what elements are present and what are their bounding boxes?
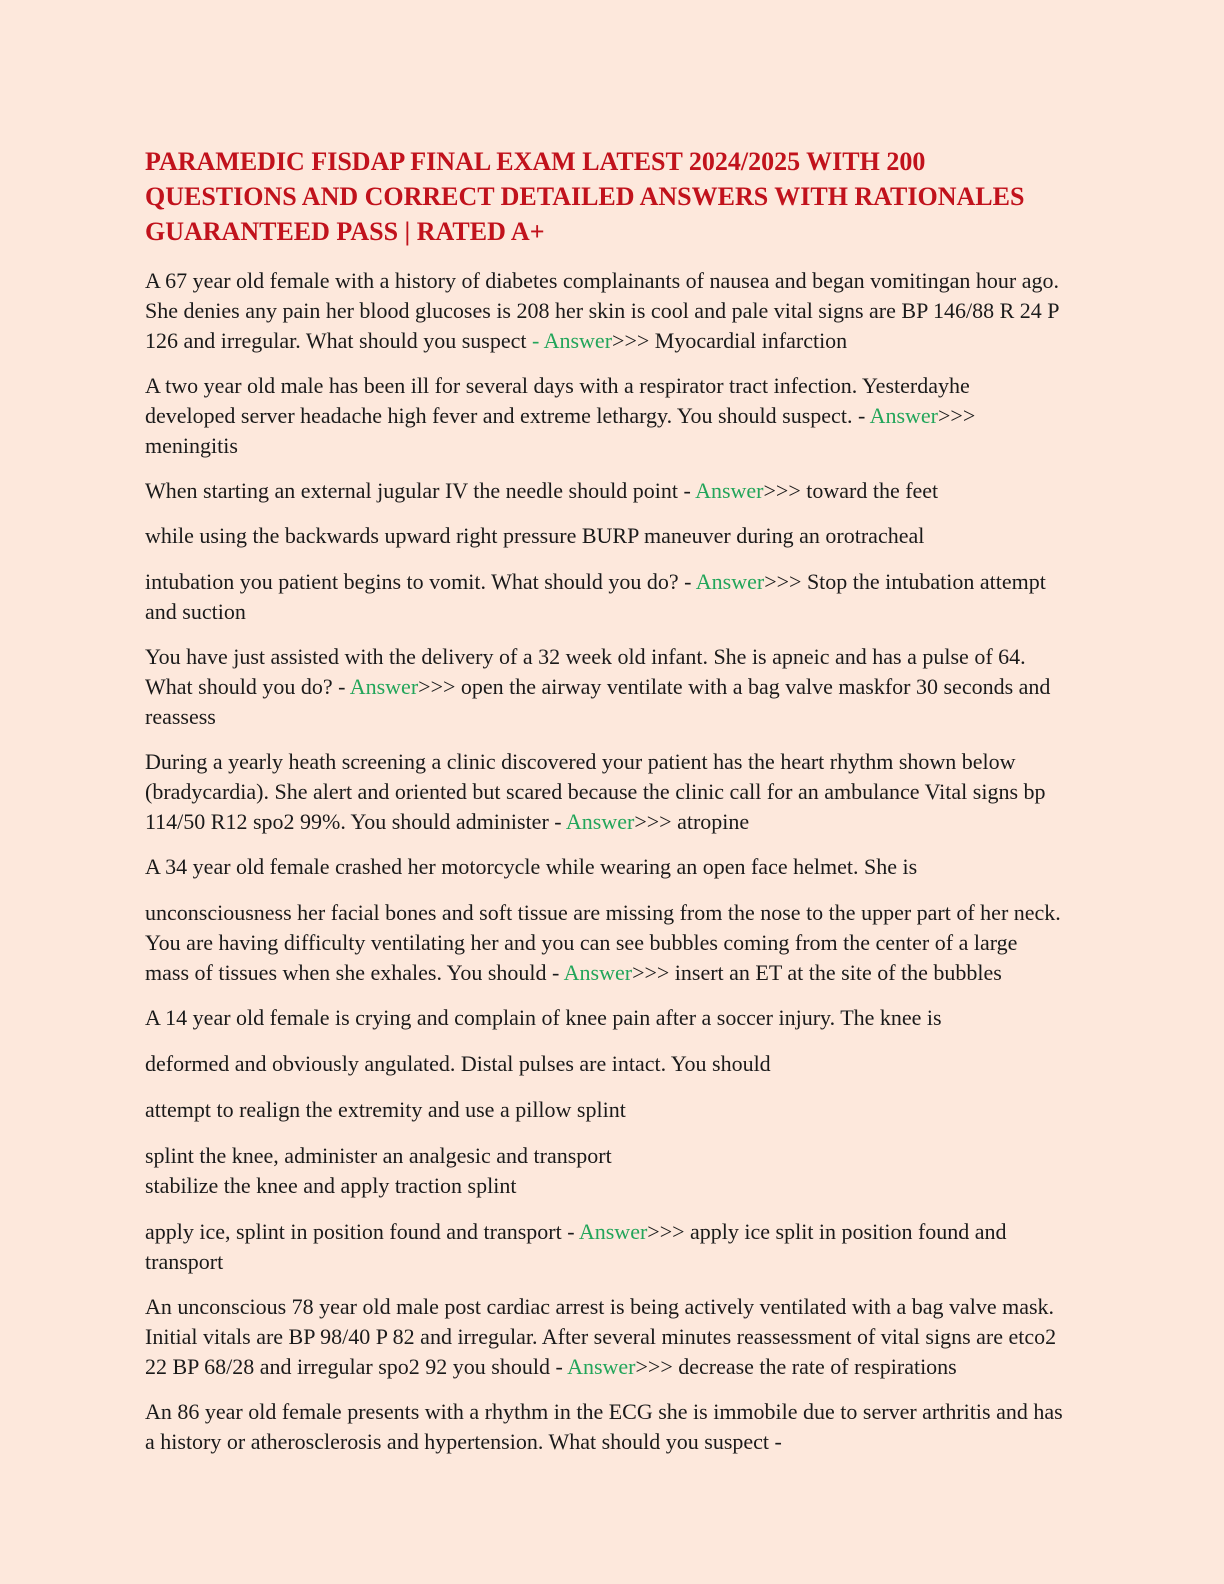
answer-label: Answer (565, 809, 635, 834)
qa-item-1 (145, 266, 1064, 356)
answer-text: >>> toward the feet (763, 478, 939, 503)
answer-text: >>> Stop the intubation attempt and suction (145, 569, 1046, 624)
document-body (145, 266, 1064, 1457)
answer-option-line: stabilize the knee and apply traction splint (145, 1173, 517, 1198)
answer-text: >>> meningitis (145, 403, 976, 458)
question-text: A 67 year old female with a history of diabetes complainants of nausea and began vomitingan hour ago. She denies any pain her blood glucoses is 208 her skin is cool and pale vital signs are BP 146/88 R 24 P 126 and irregular. What should you suspect (145, 268, 1059, 353)
question-text: An unconscious 78 year old male post cardiac arrest is being actively ventilated with a bag valve mask. Initial vitals are BP 98/40 P 82 and irregular. After several minutes reassessment of vital signs are etco2 22 BP 68/28 and irregular spo2 92 you should (145, 1294, 1057, 1379)
qa-item-2: A two year old male has been ill for several days with a respirator tract infection. Yesterdayhe developed server headache high fever and extreme lethargy. You should suspect. - Answer>>> meningitis (145, 373, 976, 458)
qa-item-5: You have just assisted with the delivery of a 32 week old infant. She is apneic and has a pulse of 64. What should you do? - Answer>>> open the airway ventilate with a bag valve maskfor 30 seconds and reassess (145, 644, 1051, 729)
question-text: intubation you patient begins to vomit. What should you do? (145, 569, 679, 594)
question-text: apply ice, splint in position found and transport (145, 1219, 562, 1244)
answer-label: Answer (695, 569, 765, 594)
question-text: A two year old male has been ill for several days with a respirator tract infection. Yesterdayhe developed server headache high fever and extreme lethargy. You should suspect. (145, 373, 970, 428)
qa-item-8: apply ice, splint in position found and transport - Answer>>> apply ice split in position found and transport (145, 1219, 1007, 1274)
answer-label: Answer (578, 1219, 648, 1244)
answer-text: >>> Myocardial infarction (612, 328, 848, 353)
question-text: When starting an external jugular IV the needle should point (145, 478, 678, 503)
answer-label: Answer (695, 478, 764, 503)
question-text: unconsciousness her facial bones and soft tissue are missing from the nose to the upper part of her neck. You are having difficulty ventilating her and you can see bubbles coming from the center of a large mass of tissues when she exhales. You should (145, 900, 1061, 985)
question-text: You have just assisted with the delivery of a 32 week old infant. She is apneic and has a pulse of 64. What should you do? (145, 644, 1026, 699)
qa-item-7: unconsciousness her facial bones and soft tissue are missing from the nose to the upper part of her neck. You are having difficulty ventilating her and you can see bubbles coming from the center of a large mass of tissues when she exhales. You should - Answer>>> insert an ET at the site of the bubbles (145, 900, 1061, 985)
answer-text: >>> apply ice split in position found and transport (145, 1219, 1007, 1274)
answer-text: >>> atropine (634, 809, 750, 834)
answer-text: >>> decrease the rate of respirations (635, 1354, 957, 1379)
question-text: An 86 year old female presents with a rhythm in the ECG she is immobile due to server arthritis and has a history or atherosclerosis and hypertension. What should you suspect (145, 1399, 1063, 1454)
answer-label: Answer (567, 1354, 636, 1379)
answer-label: - Answer (531, 328, 613, 353)
question-lead-line: while using the backwards upward right pressure BURP maneuver during an orotracheal (145, 523, 925, 548)
answer-label: Answer (563, 960, 633, 985)
qa-item-4: intubation you patient begins to vomit. What should you do? - Answer>>> Stop the intubation attempt and suction (145, 569, 1046, 624)
answer-text: >>> insert an ET at the site of the bubbles (632, 960, 1002, 985)
answer-option-line: attempt to realign the extremity and use a pillow splint (145, 1097, 626, 1122)
qa-item-10: An 86 year old female presents with a rhythm in the ECG she is immobile due to server arthritis and has a history or atherosclerosis and hypertension. What should you suspect - (145, 1399, 1063, 1454)
question-lead-line: A 14 year old female is crying and complain of knee pain after a soccer injury. The knee is (145, 1005, 942, 1030)
question-text: During a yearly heath screening a clinic discovered your patient has the heart rhythm shown below (bradycardia). She alert and oriented but scared because the clinic call for an ambulance Vital signs bp 114/50 R12 spo2 99%. You should administer (145, 749, 1046, 834)
answer-text: >>> open the airway ventilate with a bag valve maskfor 30 seconds and reassess (145, 674, 1051, 729)
document-title: PARAMEDIC FISDAP FINAL EXAM LATEST 2024/2025 WITH 200 QUESTIONS AND CORRECT DETAILED ANSWERS WITH RATIONALES GUARANTEED PASS | RATED A+ (145, 147, 1025, 246)
qa-item-6: During a yearly heath screening a clinic discovered your patient has the heart rhythm shown below (bradycardia). She alert and oriented but scared because the clinic call for an ambulance Vital signs bp 114/50 R12 spo2 99%. You should administer - Answer>>> atropine (145, 749, 1046, 834)
question-lead-line: deformed and obviously angulated. Distal pulses are intact. You should (145, 1051, 771, 1076)
answer-option-line: splint the knee, administer an analgesic and transport (145, 1143, 612, 1168)
answer-label: Answer (869, 403, 938, 428)
answer-label: Answer (349, 674, 419, 699)
qa-item-9: An unconscious 78 year old male post cardiac arrest is being actively ventilated with a bag valve mask. Initial vitals are BP 98/40 P 82 and irregular. After several minutes reassessment of vital signs are etco2 22 BP 68/28 and irregular spo2 92 you should - Answer>>> decrease the rate of respirations (145, 1294, 1057, 1379)
question-lead-line: A 34 year old female crashed her motorcycle while wearing an open face helmet. She is (145, 854, 918, 879)
qa-item-3: When starting an external jugular IV the needle should point - Answer>>> toward the feet (145, 478, 939, 503)
